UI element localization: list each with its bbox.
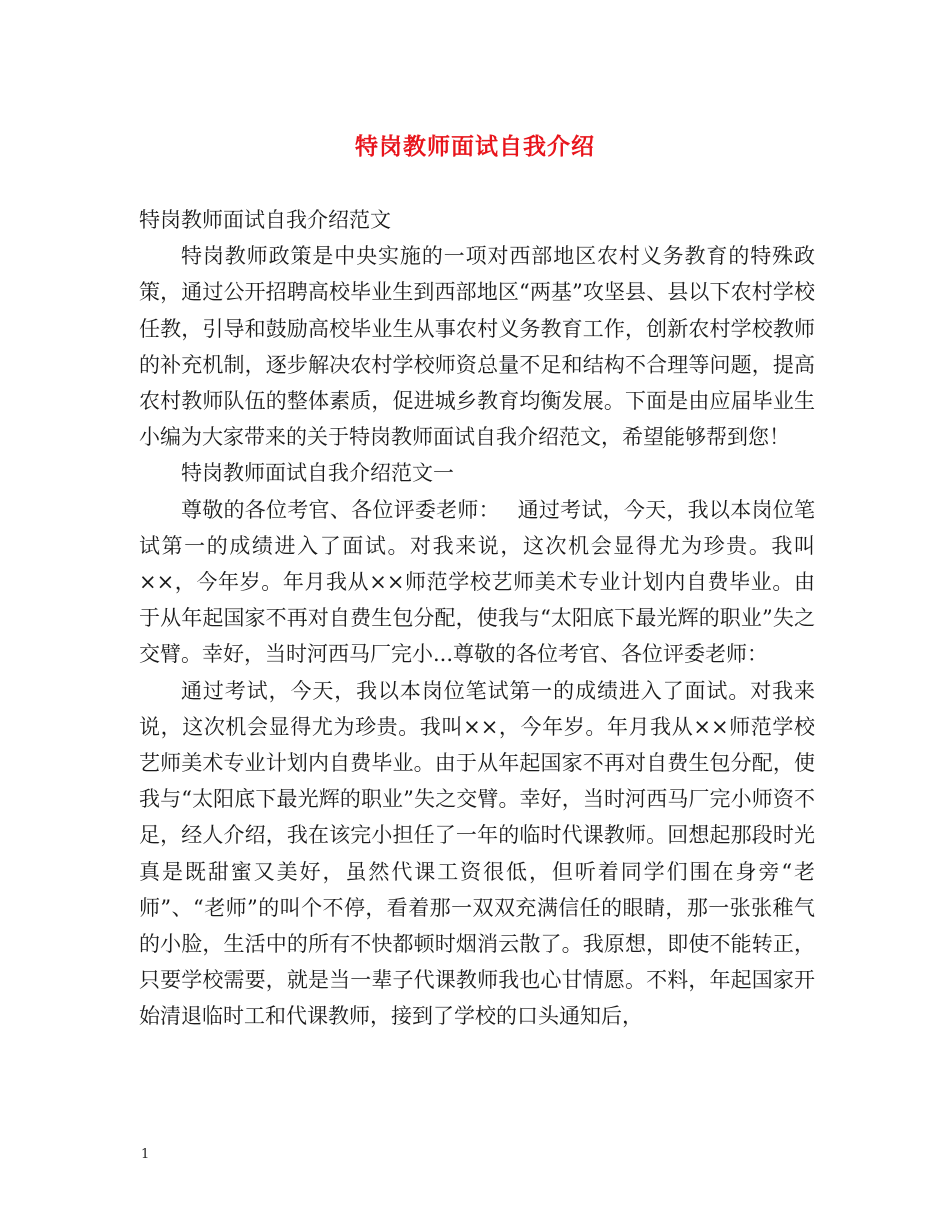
subtitle-paragraph: 特岗教师面试自我介绍范文 [139,208,391,232]
sample-one-paragraph: 尊敬的各位考官、各位评委老师： 通过考试，今天，我以本岗位笔试第一的成绩进入了面试。对我来说，这次机会显得尤为珍贵。我叫××，今年岁。年月我从××师范学校艺师美术专业计划内自费毕业。由于从年起国家不再对自费生包分配，使我与“太阳底下最光辉的职业”失之交臂。幸好，当时河西马厂完小...尊敬的各位考官、各位评委老师： [139,497,815,667]
intro-paragraph: 特岗教师政策是中央实施的一项对西部地区农村义务教育的特殊政策，通过公开招聘高校毕业生到西部地区“两基”攻坚县、县以下农村学校任教，引导和鼓励高校毕业生从事农村义务教育工作，创新农村学校教师的补充机制，逐步解决农村学校师资总量不足和结构不合理等问题，提高农村教师队伍的整体素质，促进城乡教育均衡发展。下面是由应届毕业生小编为大家带来的关于特岗教师面试自我介绍范文，希望能够帮到您！ [139,244,815,450]
body-paragraph: 通过考试，今天，我以本岗位笔试第一的成绩进入了面试。对我来说，这次机会显得尤为珍贵。我叫××，今年岁。年月我从××师范学校艺师美术专业计划内自费毕业。由于从年起国家不再对自费生包分配，使我与“太阳底下最光辉的职业”失之交臂。幸好，当时河西马厂完小师资不足，经人介绍，我在该完小担任了一年的临时代课教师。回想起那段时光真是既甜蜜又美好，虽然代课工资很低，但听着同学们围在身旁“老师”、“老师”的叫个不停，看着那一双双充满信任的眼睛，那一张张稚气的小脸，生活中的所有不快都顿时烟消云散了。我原想，即使不能转正，只要学校需要，就是当一辈子代课教师我也心甘情愿。不料，年起国家开始清退临时工和代课教师，接到了学校的口头通知后， [139,678,815,1029]
document-body [139,202,815,1035]
section-heading-paragraph: 特岗教师面试自我介绍范文一 [181,461,454,486]
page-number: 1 [141,1147,150,1162]
document-title: 特岗教师面试自我介绍 [355,133,595,160]
